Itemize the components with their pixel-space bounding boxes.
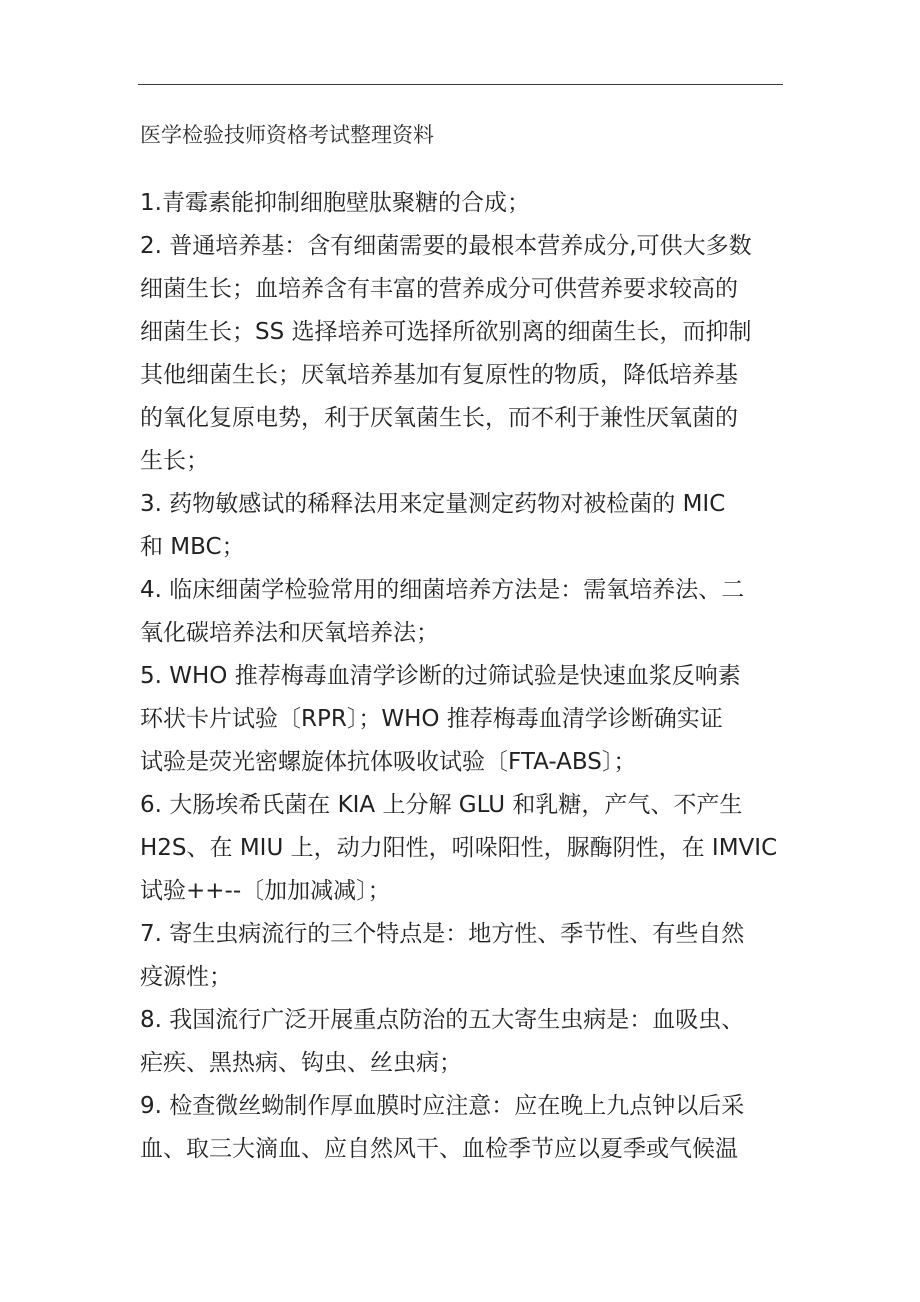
text-line: 2. 普通培养基：含有细菌需要的最根本营养成分,可供大多数 (140, 233, 752, 259)
text-line: 血、取三大滴血、应自然风干、血检季节应以夏季或气候温 (140, 1136, 738, 1162)
text-line: 环状卡片试验〔RPR〕；WHO 推荐梅毒血清学诊断确实证 (140, 706, 723, 732)
document-body (140, 182, 786, 1171)
document-title: 医学检验技师资格考试整理资料 (140, 123, 434, 147)
text-line: 其他细菌生长；厌氧培养基加有复原性的物质，降低培养基 (140, 362, 738, 388)
text-line: 1.青霉素能抑制细胞壁肽聚糖的合成； (140, 190, 530, 216)
text-line: 4. 临床细菌学检验常用的细菌培养方法是：需氧培养法、二 (140, 577, 745, 603)
header-rule (138, 84, 783, 85)
text-line: 生长； (140, 448, 209, 474)
text-line: 细菌生长；血培养含有丰富的营养成分可供营养要求较高的 (140, 276, 738, 302)
text-line: 疫源性； (140, 964, 232, 990)
text-line: 试验++--〔加加减减〕； (140, 878, 391, 904)
text-line: 试验是荧光密螺旋体抗体吸收试验〔FTA-ABS〕； (140, 749, 637, 775)
text-line: 6. 大肠埃希氏菌在 KIA 上分解 GLU 和乳糖，产气、不产生 (140, 792, 743, 818)
text-line: 3. 药物敏感试的稀释法用来定量测定药物对被检菌的 MIC (140, 491, 726, 517)
text-line: 7. 寄生虫病流行的三个特点是：地方性、季节性、有些自然 (140, 921, 745, 947)
text-line: 疟疾、黑热病、钩虫、丝虫病； (140, 1050, 462, 1076)
text-line: 9. 检查微丝蚴制作厚血膜时应注意：应在晚上九点钟以后采 (140, 1093, 745, 1119)
text-line: 氧化碳培养法和厌氧培养法； (140, 620, 439, 646)
text-line: 5. WHO 推荐梅毒血清学诊断的过筛试验是快速血浆反响素 (140, 663, 741, 689)
text-line: 细菌生长；SS 选择培养可选择所欲别离的细菌生长，而抑制 (140, 319, 752, 345)
text-line: 和 MBC； (140, 534, 245, 560)
text-line: 8. 我国流行广泛开展重点防治的五大寄生虫病是：血吸虫、 (140, 1007, 745, 1033)
text-line: H2S、在 MIU 上，动力阳性，吲哚阳性，脲酶阴性，在 IMVIC (140, 835, 778, 861)
text-line: 的氧化复原电势，利于厌氧菌生长，而不利于兼性厌氧菌的 (140, 405, 738, 431)
